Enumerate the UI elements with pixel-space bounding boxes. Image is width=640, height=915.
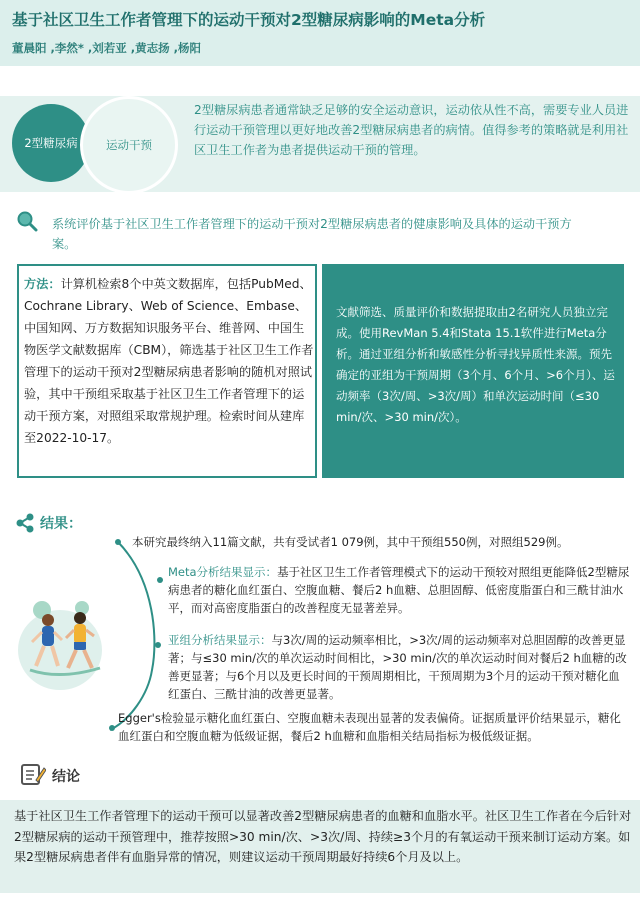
objective-text: 系统评价基于社区卫生工作者管理下的运动干预对2型糖尿病患者的健康影响及具体的运动干预方案。 [52, 217, 572, 251]
analysis-text: 文献筛选、质量评价和数据提取由2名研究人员独立完成。使用RevMan 5.4和Stata 15.1软件进行Meta分析。通过亚组分析和敏感性分析寻找异质性来源。预先确定的亚组为干预周期（3个月、6个月、>6个月）、运动频率（3次/周、>3次/周）和单次运动时间（≤30 min/次、>30 min/次）。 [336, 305, 615, 424]
topic-circle-diabetes: 2型糖尿病 [12, 104, 90, 182]
notebook-pen-icon [20, 762, 46, 786]
meta-result-label: Meta分析结果显示： [168, 565, 278, 579]
results-paragraph-2 [168, 563, 630, 617]
subgroup-result-text: 与3次/周的运动频率相比，>3次/周的运动频率对总胆固醇的改善更显著；与≤30 min/次的单次运动时间相比，>30 min/次的单次运动时间对餐后2 h血糖的改善更显著；与6个月以及更长时间的干预周期相比，干预周期为3个月的运动干预对糖化血红蛋白、三酰甘油的改善更显著。 [168, 633, 627, 701]
conclusion-text: 基于社区卫生工作者管理下的运动干预可以显著改善2型糖尿病患者的血糖和血脂水平。社区卫生工作者在今后针对2型糖尿病的运动干预管理中，推荐按照>30 min/次、>3次/周、持续≥3个月的有氧运动干预来制订运动方案。如果2型糖尿病患者伴有血脂异常的情况，则建议运动干预周期最好持续6个月及以上。 [14, 809, 632, 864]
results-paragraph-4: Egger's检验显示糖化血红蛋白、空腹血糖未表现出显著的发表偏倚。证据质量评价结果显示，糖化血红蛋白和空腹血糖为低级证据，餐后2 h血糖和血脂相关结局指标为极低级证据。 [118, 711, 621, 743]
results-paragraph-3 [168, 631, 630, 703]
results-paragraph-1: 本研究最终纳入11篇文献，共有受试者1 079例，其中干预组550例，对照组529例。 [132, 535, 569, 549]
methods-text [24, 273, 316, 449]
methods-label: 方法： [24, 277, 61, 291]
author-list: 董晨阳 ,李然* ,刘若亚 ,黄志扬 ,杨阳 [12, 41, 202, 55]
topic-circle-exercise: 运动干预 [80, 96, 178, 194]
intro-text: 2型糖尿病患者通常缺乏足够的安全运动意识，运动依从性不高，需要专业人员进行运动干预管理以更好地改善2型糖尿病患者的病情。值得参考的策略就是利用社区卫生工作者为患者提供运动干预的管理。 [194, 103, 629, 157]
methods-body: 计算机检索8个中英文数据库，包括PubMed、Cochrane Library、Web of Science、Embase、中国知网、万方数据知识服务平台、维普网、中国生物医学文献数据库（CBM），筛选基于社区卫生工作者管理下的运动干预对2型糖尿病患者影响的随机对照试验，其中干预组采取基于社区卫生工作者管理下的运动干预方案，对照组采取常规护理。检索时间从建库至2022-10-17。 [24, 277, 314, 445]
results-heading: 结果： [40, 516, 82, 532]
subgroup-result-label: 亚组分析结果显示： [168, 633, 272, 647]
page-title: 基于社区卫生工作者管理下的运动干预对2型糖尿病影响的Meta分析 [12, 11, 486, 29]
magnifier-icon [16, 210, 38, 232]
meta-result-text: 基于社区卫生工作者管理模式下的运动干预较对照组更能降低2型糖尿病患者的糖化血红蛋白、空腹血糖、餐后2 h血糖、总胆固醇、低密度脂蛋白和三酰甘油水平，而对高密度脂蛋白的改善程度无显著差异。 [168, 565, 630, 615]
conclusion-heading: 结论 [52, 769, 80, 785]
